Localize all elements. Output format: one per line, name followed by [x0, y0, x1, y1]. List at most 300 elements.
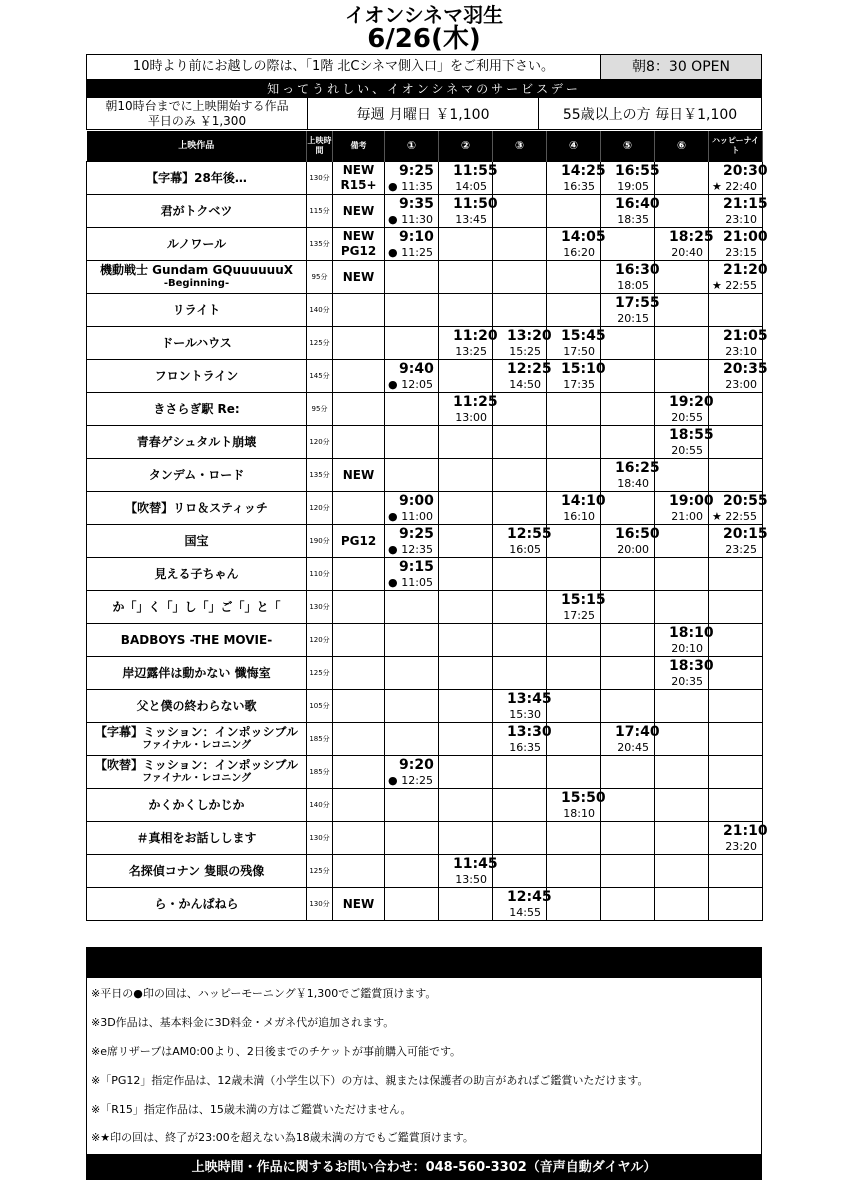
morning-mark-icon: ● [388, 246, 398, 259]
remark: NEW [333, 195, 385, 228]
showtime-cell [385, 822, 439, 855]
film-title: ＃真相をお話しします [136, 831, 257, 845]
morning-discount-line1: 朝10時台までに上映開始する作品 [105, 98, 289, 113]
runtime: 130分 [307, 822, 333, 855]
showtime-cell [601, 195, 660, 228]
end-time: 20:10 [671, 642, 703, 655]
showtime-cell [493, 393, 547, 426]
showtime-cell [385, 855, 439, 888]
showtime-cell [601, 855, 655, 888]
showtime-cell [385, 525, 439, 558]
showtime-cell [547, 426, 601, 459]
showtime-cell [493, 360, 552, 393]
showtime-cell [655, 624, 714, 657]
table-row [87, 657, 763, 690]
film-title: タンデム・ロード [148, 468, 245, 482]
showtime-cell [655, 327, 709, 360]
showtime-cell [655, 162, 709, 195]
end-time: 18:35 [617, 213, 649, 226]
showtime-cell [547, 789, 606, 822]
end-time: 20:35 [671, 675, 703, 688]
start-time: 18:10 [669, 625, 714, 641]
end-time: 16:20 [563, 246, 595, 259]
remark [333, 591, 385, 624]
showtime-cell [439, 195, 498, 228]
showtime-cell [547, 162, 606, 195]
senior-discount: 55歳以上の方 毎日￥1,100 [562, 106, 738, 123]
showtime-cell [493, 756, 547, 789]
end-time: 16:35 [509, 741, 541, 754]
remark [333, 327, 385, 360]
film-title: 岸辺露伴は動かない 懺悔室 [122, 666, 271, 680]
showtime-cell [439, 624, 493, 657]
end-time: 17:50 [563, 345, 595, 358]
end-time: 15:30 [509, 708, 541, 721]
showtime-cell [439, 360, 493, 393]
start-time: 19:00 [669, 493, 714, 509]
start-time: 17:40 [615, 724, 660, 740]
end-time: 16:10 [563, 510, 595, 523]
remark: NEW [333, 888, 385, 921]
start-time: 18:30 [669, 658, 714, 674]
film-title-cell [87, 426, 307, 459]
film-title: ドールハウス [161, 336, 232, 350]
film-title-cell [87, 294, 307, 327]
showtime-cell [601, 360, 655, 393]
showtime-cell [385, 558, 439, 591]
morning-mark-icon: ● [388, 543, 398, 556]
end-time: 14:55 [509, 906, 541, 919]
film-title-cell [87, 657, 307, 690]
end-time: 14:05 [455, 180, 487, 193]
remark [333, 558, 385, 591]
runtime: 125分 [307, 855, 333, 888]
remark: NEW [333, 261, 385, 294]
showtime-cell [547, 195, 601, 228]
runtime: 185分 [307, 723, 333, 756]
end-time: 23:15 [725, 246, 757, 259]
showtime-cell [439, 492, 493, 525]
morning-mark-icon: ● [388, 576, 398, 589]
film-title: リライト [172, 303, 221, 317]
showtime-cell [547, 360, 606, 393]
showtime-cell [493, 558, 547, 591]
showtime-cell [493, 195, 547, 228]
showtime-cell [547, 492, 606, 525]
showtime-cell [601, 294, 660, 327]
showtime-cell [655, 657, 714, 690]
showtime-cell [439, 888, 493, 921]
showtime-cell [385, 228, 439, 261]
runtime: 125分 [307, 657, 333, 690]
showtime-cell [385, 723, 439, 756]
service-day-panel [86, 98, 762, 130]
film-title: か「」く「」し「」ご「」と「 [112, 600, 281, 614]
star-mark-icon: ★ [712, 180, 722, 193]
film-title: ら・かんぱねら [154, 897, 239, 911]
table-row [87, 888, 763, 921]
table-row [87, 624, 763, 657]
showtime-cell [601, 228, 655, 261]
showtime-cell [547, 690, 601, 723]
start-time: 9:40 [399, 361, 434, 377]
end-time: 19:05 [617, 180, 649, 193]
showtime-cell [601, 789, 655, 822]
showtime-cell [547, 393, 601, 426]
showtime-cell [439, 789, 493, 822]
end-time: 13:45 [455, 213, 487, 226]
start-time: 17:55 [615, 295, 660, 311]
showtime-cell [601, 888, 655, 921]
end-time: 20:45 [617, 741, 649, 754]
remark [333, 690, 385, 723]
table-row [87, 723, 763, 756]
start-time: 19:20 [669, 394, 714, 410]
showtime-cell [709, 723, 763, 756]
showtime-cell [655, 228, 714, 261]
table-row [87, 360, 763, 393]
morning-discount [87, 98, 308, 129]
showtime-cell [385, 657, 439, 690]
remark [333, 360, 385, 393]
remark [333, 822, 385, 855]
end-time: 15:25 [509, 345, 541, 358]
remark [333, 624, 385, 657]
showtime-cell [655, 822, 709, 855]
film-title-cell [87, 723, 307, 756]
start-time: 9:00 [399, 493, 434, 509]
note-item: ※e席リザーブはAM0:00より、2日後までのチケットが事前購入可能です。 [91, 1045, 462, 1058]
film-title-cell [87, 888, 307, 921]
end-time: 22:40 [725, 180, 757, 193]
start-time: 20:35 [723, 361, 768, 377]
note-item: ※3D作品は、基本料金に3D料金・メガネ代が追加されます。 [91, 1016, 395, 1029]
showtime-cell [601, 690, 655, 723]
runtime: 95分 [307, 393, 333, 426]
star-mark-icon: ★ [712, 279, 722, 292]
showtime-cell [493, 657, 547, 690]
end-time: 23:00 [725, 378, 757, 391]
start-time: 21:10 [723, 823, 768, 839]
start-time: 9:25 [399, 163, 434, 179]
runtime: 130分 [307, 888, 333, 921]
start-time: 20:15 [723, 526, 768, 542]
remark [333, 855, 385, 888]
end-time: 11:05 [401, 576, 433, 589]
table-row [87, 195, 763, 228]
end-time: 20:15 [617, 312, 649, 325]
end-time: 11:35 [401, 180, 433, 193]
table-row [87, 228, 763, 261]
end-time: 23:10 [725, 213, 757, 226]
table-row [87, 294, 763, 327]
table-row [87, 690, 763, 723]
remark [333, 393, 385, 426]
film-title-cell [87, 492, 307, 525]
showtime-cell [601, 327, 655, 360]
table-row [87, 525, 763, 558]
column-header: ⑥ [655, 131, 709, 162]
film-title: 名探偵コナン 隻眼の残像 [128, 864, 265, 878]
end-time: 11:30 [401, 213, 433, 226]
black-divider-bar [86, 947, 762, 977]
film-title: 【字幕】ミッション：インポッシブル [94, 725, 299, 739]
showtime-cell [493, 789, 547, 822]
showtime-cell [547, 624, 601, 657]
showtime-cell [655, 690, 709, 723]
start-time: 18:25 [669, 229, 714, 245]
showtime-cell [601, 756, 655, 789]
morning-mark-icon: ● [388, 180, 398, 193]
showtime-cell [385, 690, 439, 723]
remark: PG12 [333, 525, 385, 558]
remark [333, 492, 385, 525]
table-row [87, 558, 763, 591]
end-time: 20:55 [671, 411, 703, 424]
showtime-cell [439, 756, 493, 789]
start-time: 9:10 [399, 229, 434, 245]
table-row [87, 855, 763, 888]
note-item: ※「R15」指定作品は、15歳未満の方はご鑑賞いただけません。 [91, 1103, 412, 1116]
film-title: 青春ゲシュタルト崩壊 [136, 435, 257, 449]
film-title-cell [87, 822, 307, 855]
runtime: 185分 [307, 756, 333, 789]
runtime: 120分 [307, 492, 333, 525]
showtime-cell [547, 294, 601, 327]
end-time: 13:25 [455, 345, 487, 358]
column-header: ④ [547, 131, 601, 162]
start-time: 21:15 [723, 196, 768, 212]
column-header: ⑤ [601, 131, 655, 162]
entrance-notice [86, 54, 762, 80]
showtime-cell [655, 360, 709, 393]
showtime-cell [385, 195, 439, 228]
film-title-cell [87, 558, 307, 591]
runtime: 120分 [307, 624, 333, 657]
showtime-cell [709, 657, 763, 690]
showtime-cell [601, 624, 655, 657]
showtime-cell [493, 327, 552, 360]
showtime-cell [709, 525, 768, 558]
showtime-cell [547, 558, 601, 591]
schedule-date: 6/26(木) [367, 24, 481, 54]
morning-discount-line2: 平日のみ ￥1,300 [147, 113, 247, 128]
film-title: 見える子ちゃん [154, 567, 239, 581]
runtime: 135分 [307, 228, 333, 261]
film-title: 【吹替】リロ＆スティッチ [125, 501, 268, 515]
showtime-cell [385, 888, 439, 921]
showtime-cell [655, 426, 714, 459]
end-time: 20:40 [671, 246, 703, 259]
end-time: 18:10 [563, 807, 595, 820]
remark [333, 789, 385, 822]
showtime-cell [493, 855, 547, 888]
table-row [87, 327, 763, 360]
column-header: ③ [493, 131, 547, 162]
showtime-cell [439, 393, 498, 426]
start-time: 15:50 [561, 790, 606, 806]
showtime-cell [547, 723, 601, 756]
showtime-cell [601, 822, 655, 855]
showtime-cell [601, 558, 655, 591]
showtime-cell [601, 261, 660, 294]
end-time: 23:10 [725, 345, 757, 358]
end-time: 18:05 [617, 279, 649, 292]
showtime-cell [439, 657, 493, 690]
end-time: 23:20 [725, 840, 757, 853]
table-row [87, 261, 763, 294]
film-title: 【吹替】ミッション：インポッシブル [94, 758, 299, 772]
showtime-cell [655, 558, 709, 591]
showtime-cell [709, 294, 763, 327]
end-time: 12:25 [401, 774, 433, 787]
start-time: 15:15 [561, 592, 606, 608]
showtime-cell [547, 822, 601, 855]
showtime-cell [385, 261, 439, 294]
showtime-cell [385, 393, 439, 426]
runtime: 105分 [307, 690, 333, 723]
end-time: 20:55 [671, 444, 703, 457]
column-header: ハッピーナイト [709, 131, 763, 162]
remark: NEW [333, 459, 385, 492]
showtime-cell [439, 558, 493, 591]
showtime-cell [439, 459, 493, 492]
film-title-cell [87, 195, 307, 228]
end-time: 11:00 [401, 510, 433, 523]
end-time: 13:00 [455, 411, 487, 424]
film-subtitle: -Beginning- [163, 278, 230, 289]
showtime-cell [601, 492, 655, 525]
showtime-cell [385, 624, 439, 657]
showtime-cell [493, 162, 547, 195]
showtime-cell [601, 162, 660, 195]
end-time: 14:50 [509, 378, 541, 391]
morning-mark-icon: ● [388, 213, 398, 226]
table-row [87, 789, 763, 822]
column-header: 上映時間 [307, 131, 333, 162]
start-time: 11:50 [453, 196, 498, 212]
showtime-cell [385, 162, 439, 195]
showtime-cell [493, 294, 547, 327]
end-time: 17:35 [563, 378, 595, 391]
showtime-cell [709, 855, 763, 888]
showtime-cell [655, 195, 709, 228]
table-header-row [87, 131, 763, 162]
monday-discount: 毎週 月曜日 ￥1,100 [308, 98, 539, 129]
film-title: BADBOYS -THE MOVIE- [120, 633, 273, 647]
start-time: 16:50 [615, 526, 660, 542]
notes-panel [86, 977, 762, 1155]
end-time: 16:35 [563, 180, 595, 193]
showtime-cell [601, 393, 655, 426]
film-title-cell [87, 591, 307, 624]
start-time: 9:25 [399, 526, 434, 542]
showtime-cell [493, 261, 547, 294]
start-time: 20:55 [723, 493, 768, 509]
showtime-cell [601, 459, 660, 492]
showtime-cell [439, 591, 493, 624]
film-title-cell [87, 525, 307, 558]
showtime-cell [601, 426, 655, 459]
showtime-cell [493, 624, 547, 657]
start-time: 14:10 [561, 493, 606, 509]
column-header: ① [385, 131, 439, 162]
table-row [87, 591, 763, 624]
start-time: 11:25 [453, 394, 498, 410]
table-row [87, 459, 763, 492]
remark: NEW PG12 [333, 228, 385, 261]
film-title: フロントライン [154, 369, 239, 383]
showtime-cell [439, 855, 498, 888]
remark: NEW R15+ [333, 162, 385, 195]
showtime-cell [655, 789, 709, 822]
showtime-cell [655, 756, 709, 789]
remark [333, 294, 385, 327]
runtime: 120分 [307, 426, 333, 459]
start-time: 16:40 [615, 196, 660, 212]
showtime-cell [655, 492, 714, 525]
film-title-cell [87, 624, 307, 657]
film-title: 国宝 [184, 534, 209, 548]
start-time: 11:55 [453, 163, 498, 179]
showtime-cell [493, 492, 547, 525]
film-title-cell [87, 756, 307, 789]
runtime: 145分 [307, 360, 333, 393]
showtime-cell [709, 261, 768, 294]
table-row [87, 426, 763, 459]
start-time: 12:45 [507, 889, 552, 905]
showtime-cell [385, 294, 439, 327]
showtime-cell [547, 327, 606, 360]
showtime-cell [601, 591, 655, 624]
column-header: 備考 [333, 131, 385, 162]
showtime-cell [385, 426, 439, 459]
column-header: 上映作品 [87, 131, 307, 162]
showtime-cell [493, 525, 552, 558]
showtime-cell [385, 327, 439, 360]
table-row [87, 492, 763, 525]
showtime-cell [547, 525, 601, 558]
showtime-cell [493, 822, 547, 855]
film-title-cell [87, 690, 307, 723]
showtime-cell [493, 723, 552, 756]
showtime-cell [655, 855, 709, 888]
film-title-cell [87, 162, 307, 195]
showtime-cell [385, 789, 439, 822]
showtime-cell [709, 162, 768, 195]
showtime-cell [439, 426, 493, 459]
showtime-cell [655, 261, 709, 294]
film-title-cell [87, 855, 307, 888]
note-item: ※★印の回は、終了が23:00を超えない為18歳未満の方でもご鑑賞頂けます。 [91, 1131, 474, 1144]
showtime-cell [439, 327, 498, 360]
film-title: 機動戦士 Gundam GQuuuuuuX [99, 263, 294, 277]
start-time: 21:20 [723, 262, 768, 278]
showtime-cell [709, 492, 768, 525]
remark [333, 756, 385, 789]
showtime-cell [439, 294, 493, 327]
morning-mark-icon: ● [388, 378, 398, 391]
showtime-cell [439, 228, 493, 261]
runtime: 95分 [307, 261, 333, 294]
film-title-cell [87, 459, 307, 492]
showtime-cell [547, 591, 606, 624]
film-title: 君がトクベツ [160, 204, 233, 218]
service-day-bar: 知ってうれしい、イオンシネマのサービスデー [86, 80, 762, 98]
note-item: ※平日の●印の回は、ハッピーモーニング￥1,300でご鑑賞頂けます。 [91, 987, 437, 1000]
showtime-cell [709, 393, 763, 426]
showtime-cell [709, 228, 768, 261]
